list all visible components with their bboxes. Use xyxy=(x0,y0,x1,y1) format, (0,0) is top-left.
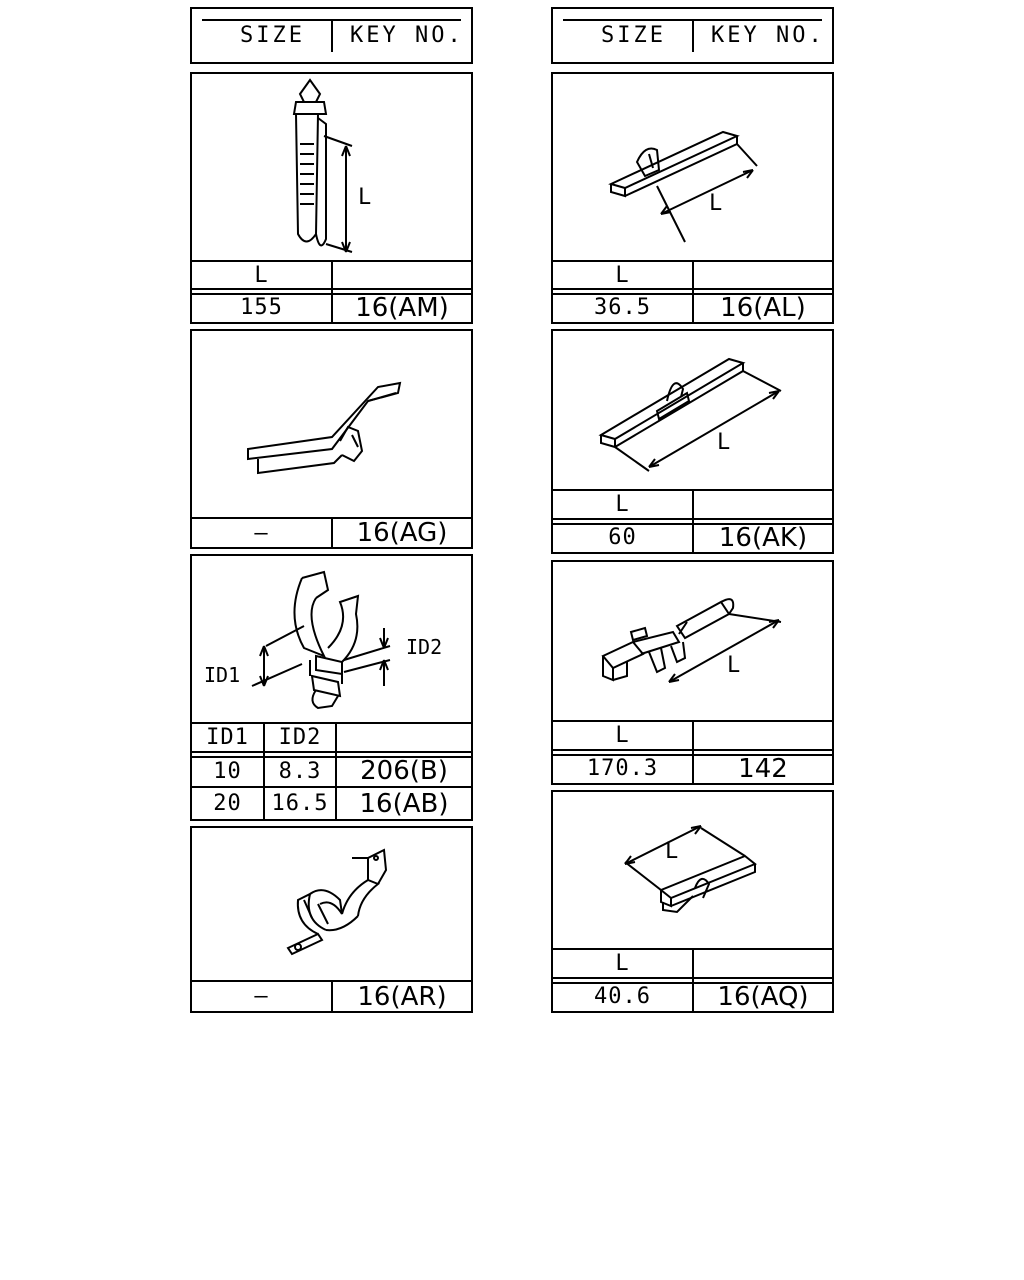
part-card-16ag xyxy=(190,329,473,549)
long-plate-clip-icon xyxy=(553,331,832,489)
push-rivet-tie-clip-icon xyxy=(192,74,471,260)
size-value: — xyxy=(254,520,269,546)
key-number: 206(B) xyxy=(360,756,448,786)
dimension-label: L xyxy=(709,191,723,216)
dimension-label: L xyxy=(358,185,372,210)
part-card-142 xyxy=(551,560,834,785)
tube-holder-clip-icon xyxy=(553,562,832,720)
saddle-clamp-icon xyxy=(192,828,471,980)
header-divider xyxy=(331,19,333,52)
id1-column-label: ID1 xyxy=(206,725,249,750)
dimension-label: L xyxy=(727,653,741,678)
size-value: — xyxy=(254,984,269,1009)
size-column-label: L xyxy=(615,262,630,288)
id2-value: 16.5 xyxy=(271,791,329,816)
part-card-16ak xyxy=(551,329,834,554)
size-column-label: L xyxy=(615,951,630,976)
part-card-16am xyxy=(190,72,473,324)
double-harness-clamp-icon xyxy=(192,556,471,722)
id2-column-label: ID2 xyxy=(278,725,322,750)
size-column-label: L xyxy=(254,262,269,288)
header-key-label: KEY NO. xyxy=(711,23,825,48)
id2-value: 8.3 xyxy=(278,758,322,784)
dimension-label-id2: ID2 xyxy=(406,635,443,659)
dimension-label-id1: ID1 xyxy=(204,663,241,687)
key-number: 16(AM) xyxy=(355,292,449,323)
header-key-label: KEY NO. xyxy=(350,23,464,48)
short-plate-clip-icon xyxy=(553,74,832,260)
key-number: 16(AG) xyxy=(356,518,448,548)
header-divider xyxy=(692,19,694,52)
part-card-16al xyxy=(551,72,834,324)
dimension-label: L xyxy=(717,430,731,455)
size-value: 40.6 xyxy=(594,984,651,1009)
flat-plate-clip-icon xyxy=(192,331,471,517)
part-card-16ar xyxy=(190,826,473,1013)
key-number: 16(AK) xyxy=(718,522,808,553)
left-header xyxy=(190,7,473,64)
part-card-16ab xyxy=(190,554,473,821)
key-number: 16(AL) xyxy=(720,292,806,323)
part-card-16aq xyxy=(551,790,834,1013)
size-value: 170.3 xyxy=(586,756,659,781)
header-size-label: SIZE xyxy=(601,23,666,48)
edge-clip-icon xyxy=(553,792,832,948)
right-header xyxy=(551,7,834,64)
dimension-label: L xyxy=(665,839,679,864)
size-value: 60 xyxy=(608,525,637,550)
key-number: 16(AR) xyxy=(357,981,447,1012)
size-column-label: L xyxy=(615,492,630,517)
id1-value: 20 xyxy=(213,791,242,816)
size-value: 155 xyxy=(240,295,283,320)
key-number: 16(AB) xyxy=(359,788,449,819)
id1-value: 10 xyxy=(213,758,242,784)
header-size-label: SIZE xyxy=(240,23,305,48)
key-number: 16(AQ) xyxy=(717,981,809,1012)
key-number: 142 xyxy=(738,753,788,784)
size-column-label: L xyxy=(615,723,630,748)
size-value: 36.5 xyxy=(594,295,651,320)
